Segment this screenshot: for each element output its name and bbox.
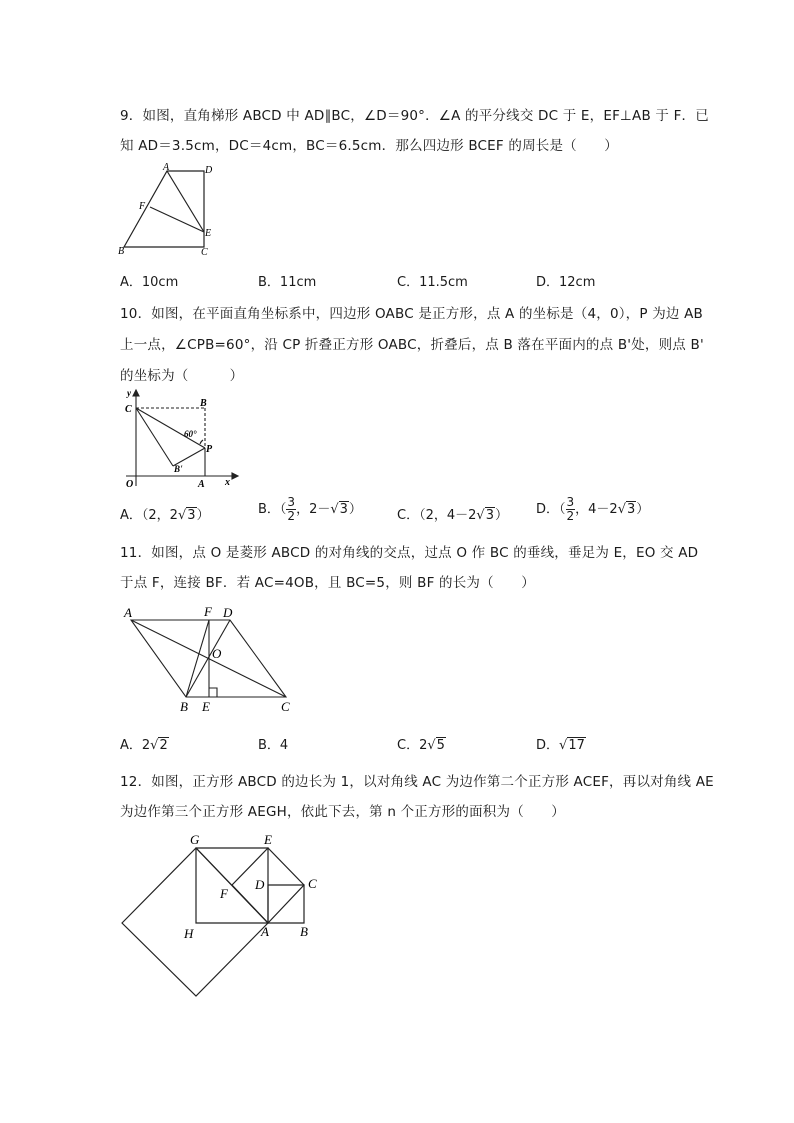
q11-label-O: O [212, 646, 222, 661]
q11-text-line2: 于点 F，连接 BF．若 AC=4OB，且 BC=5，则 BF 的长为（ ） [120, 575, 535, 591]
q10-label-O: O [126, 479, 134, 490]
q12-label-B: B [300, 924, 308, 939]
q9-trapezoid-figure [112, 160, 222, 260]
q9-option-d[interactable]: D．12cm [536, 275, 596, 290]
q12-label-E: E [264, 832, 272, 847]
q11-option-c[interactable]: C．2√5 [397, 738, 445, 753]
q10-option-a[interactable]: A．（2，2√3） [120, 508, 210, 523]
q9-label-D: D [205, 165, 213, 176]
q12-label-G: G [190, 832, 200, 847]
q9-text-line2: 知 AD＝3.5cm，DC＝4cm，BC＝6.5cm．那么四边形 BCEF 的周长是（ ） [120, 138, 618, 154]
q10-fold-CP [136, 408, 205, 448]
q10-label-Bprime: B' [174, 464, 183, 474]
q9-label-A: A [163, 162, 170, 173]
q10-label-C: C [125, 404, 132, 415]
q12-label-D: D [255, 877, 265, 892]
q9-label-C: C [201, 247, 208, 258]
q12-text-line1: 12．如图，正方形 ABCD 的边长为 1，以对角线 AC 为边作第二个正方形 ACEF，再以对角线 AE [120, 774, 714, 790]
q10-label-angle: 60° [184, 429, 197, 439]
q9-option-c[interactable]: C．11.5cm [397, 275, 468, 290]
q10-label-A: A [198, 479, 205, 490]
q10-edge-CBprime [136, 408, 173, 466]
q10-label-y: y [127, 388, 131, 398]
q12-squares-figure [112, 828, 342, 1000]
q11-label-B: B [180, 699, 188, 714]
q12-label-A: A [261, 924, 269, 939]
q9-text-line1: 9．如图，直角梯形 ABCD 中 AD∥BC，∠D＝90°．∠A 的平分线交 DC 于 E，EF⊥AB 于 F．已 [120, 108, 709, 124]
q11-label-F: F [204, 604, 212, 619]
q9-option-a[interactable]: A．10cm [120, 275, 179, 290]
q10-label-P: P [206, 444, 213, 455]
q11-diagonal-BD [186, 620, 230, 697]
q9-label-F: F [139, 201, 146, 212]
q10-option-b[interactable]: B．（ $\frac{3}{2}$ ，2－√3） [258, 495, 362, 523]
q11-line-BF [186, 620, 209, 697]
q11-label-A: A [124, 605, 132, 620]
q9-option-b[interactable]: B．11cm [258, 275, 317, 290]
q11-label-E: E [202, 699, 210, 714]
q10-coordinate-figure [118, 388, 242, 490]
q12-label-F: F [220, 886, 228, 901]
q12-label-H: H [184, 926, 194, 941]
q12-text-line2: 为边作第三个正方形 AEGH，依此下去，第 n 个正方形的面积为（ ） [120, 804, 566, 820]
q11-right-angle-mark [209, 688, 217, 697]
q10-label-x: x [225, 477, 230, 488]
q10-option-d[interactable]: D．（ $\frac{3}{2}$ ，4－2√3） [536, 495, 650, 523]
q9-label-B: B [118, 246, 125, 257]
q10-text-line3: 的坐标为（ ） [120, 368, 244, 384]
q11-text-line1: 11．如图，点 O 是菱形 ABCD 的对角线的交点，过点 O 作 BC 的垂线，垂足为 E，EO 交 AD [120, 545, 699, 561]
q10-text-line1: 10．如图，在平面直角坐标系中，四边形 OABC 是正方形，点 A 的坐标是（4，0），P 为边 AB [120, 306, 703, 322]
q11-option-b[interactable]: B．4 [258, 738, 289, 753]
q10-option-c[interactable]: C．（2，4－2√3） [397, 508, 508, 523]
q11-label-C: C [281, 699, 290, 714]
q10-angle-arc [200, 440, 203, 444]
q12-label-C: C [308, 876, 317, 891]
q11-option-d[interactable]: D．√17 [536, 738, 585, 753]
q11-label-D: D [223, 605, 233, 620]
q10-text-line2: 上一点，∠CPB=60°，沿 CP 折叠正方形 OABC，折叠后，点 B 落在平面内的点 B'处，则点 B' [120, 337, 704, 353]
q11-option-a[interactable]: A．2√2 [120, 738, 168, 753]
q9-label-E: E [205, 228, 212, 239]
q10-label-B: B [200, 398, 207, 409]
q11-rhombus-figure [116, 600, 300, 714]
q9-trapezoid [124, 171, 204, 247]
